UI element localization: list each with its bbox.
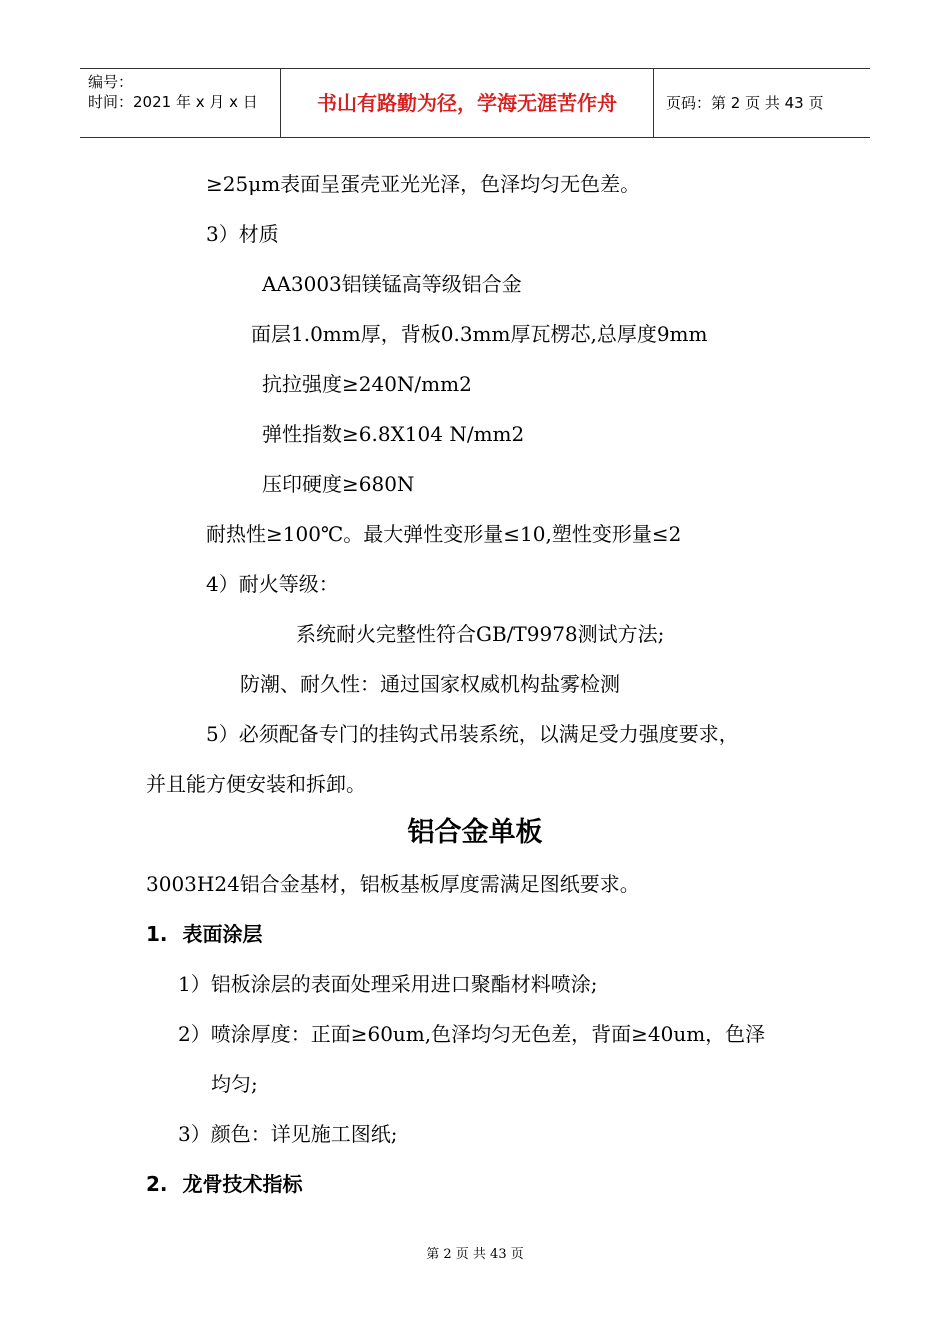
header-motto: 书山有路勤为径，学海无涯苦作舟 <box>280 69 654 137</box>
page-footer: 第 2 页 共 43 页 <box>426 1247 524 1262</box>
list-item: 3）颜色：详见施工图纸; <box>178 1122 398 1146</box>
subsection-title-keel <box>146 1172 302 1196</box>
subsection-title: 龙骨技术指标 <box>182 1172 303 1196</box>
page-header <box>80 68 870 138</box>
list-item-material: 3）材质 <box>206 222 279 246</box>
list-item-fire-rating: 4）耐火等级： <box>206 572 339 596</box>
body-line: 系统耐火完整性符合GB/T9978测试方法; <box>296 622 665 646</box>
header-page-info: 页码：第 2 页 共 43 页 <box>666 94 824 112</box>
header-meta <box>80 69 280 137</box>
list-item-hanging-system: 5）必须配备专门的挂钩式吊装系统，以满足受力强度要求， <box>206 722 739 746</box>
body-line: 弹性指数≥6.8X104 N/mm2 <box>262 422 525 446</box>
body-line: 3003H24铝合金基材，铝板基板厚度需满足图纸要求。 <box>146 872 640 896</box>
list-item-continued: 均匀; <box>211 1072 258 1096</box>
subsection-number: 1. <box>146 922 168 946</box>
list-item: 2）喷涂厚度：正面≥60um,色泽均匀无色差，背面≥40um，色泽 <box>178 1022 766 1046</box>
subsection-title: 表面涂层 <box>182 922 263 946</box>
body-line: 压印硬度≥680N <box>262 472 415 496</box>
body-line: 并且能方便安装和拆卸。 <box>146 772 366 796</box>
body-line: AA3003铝镁锰高等级铝合金 <box>262 272 522 296</box>
body-line: 防潮、耐久性：通过国家权威机构盐雾检测 <box>240 672 620 696</box>
body-line: 耐热性≥100℃。最大弹性变形量≤10,塑性变形量≤2 <box>206 522 682 546</box>
subsection-title-coating <box>146 922 262 946</box>
document-number-label: 编号： <box>88 73 134 91</box>
body-line: ≥25μm表面呈蛋壳亚光光泽，色泽均匀无色差。 <box>206 172 641 196</box>
list-item: 1）铝板涂层的表面处理采用进口聚酯材料喷涂; <box>178 972 598 996</box>
document-date: 时间：2021 年 x 月 x 日 <box>88 93 258 111</box>
section-heading: 铝合金单板 <box>407 817 543 848</box>
body-line: 抗拉强度≥240N/mm2 <box>262 372 472 396</box>
subsection-number: 2. <box>146 1172 168 1196</box>
body-line: 面层1.0mm厚，背板0.3mm厚瓦楞芯,总厚度9mm <box>251 322 708 346</box>
